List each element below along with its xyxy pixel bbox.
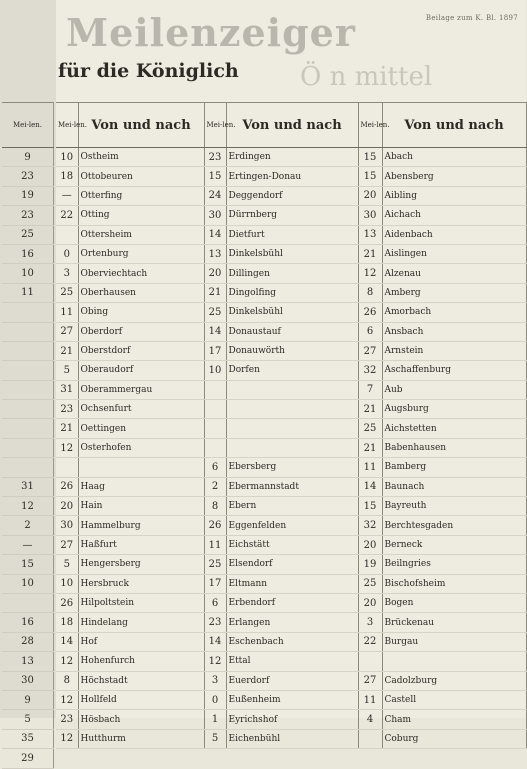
mile-value: 27 <box>56 535 78 554</box>
mile-value: 31 <box>2 477 54 496</box>
table-row <box>2 438 54 457</box>
mile-value: 8 <box>56 671 78 690</box>
mile-value: 20 <box>56 497 78 516</box>
place-name: Eltmann <box>226 574 358 593</box>
place-name: Eggenfelden <box>226 516 358 535</box>
place-name: Donauwörth <box>226 341 358 360</box>
table-row <box>56 341 526 360</box>
table-row <box>56 729 526 748</box>
mile-value: 32 <box>358 516 382 535</box>
place-name: Aislingen <box>382 244 526 263</box>
mile-value: 5 <box>2 710 54 729</box>
place-name: Berchtesgaden <box>382 516 526 535</box>
table-row <box>2 419 54 438</box>
place-name: Eichstätt <box>226 535 358 554</box>
mile-value: 29 <box>2 749 54 768</box>
place-name: Oettingen <box>78 419 204 438</box>
mile-value: 5 <box>56 555 78 574</box>
mile-value: 25 <box>204 303 226 322</box>
miles-header: Mei-len. <box>358 103 382 148</box>
table-row <box>56 652 526 671</box>
table-row <box>2 477 54 496</box>
place-name: Eschenbach <box>226 632 358 651</box>
place-name: Cham <box>382 710 526 729</box>
page-subtitle: für die Königlich <box>58 60 239 82</box>
place-name: Hersbruck <box>78 574 204 593</box>
mile-value: 21 <box>56 419 78 438</box>
mile-value: 27 <box>358 671 382 690</box>
mile-value: 15 <box>204 167 226 186</box>
table-row <box>56 283 526 302</box>
mile-value <box>2 458 54 477</box>
mile-value: 14 <box>204 632 226 651</box>
table-row <box>56 497 526 516</box>
place-name: Oberviechtach <box>78 264 204 283</box>
place-name: Donaustauf <box>226 322 358 341</box>
table-row <box>2 380 54 399</box>
table-row <box>56 458 526 477</box>
place-name: Haßfurt <box>78 535 204 554</box>
place-name: Hain <box>78 497 204 516</box>
table-row <box>56 613 526 632</box>
mile-value: 10 <box>56 148 78 167</box>
table-row <box>56 477 526 496</box>
mile-value: 35 <box>2 729 54 748</box>
place-name: Aichstetten <box>382 419 526 438</box>
table-row <box>56 244 526 263</box>
mile-value: 26 <box>56 593 78 612</box>
place-name: Dinkelsbühl <box>226 303 358 322</box>
mile-value: 17 <box>204 574 226 593</box>
place-name: Amorbach <box>382 303 526 322</box>
place-name: Otterfing <box>78 186 204 205</box>
place-name: Oberhausen <box>78 283 204 302</box>
place-name: Ebersberg <box>226 458 358 477</box>
mile-value: 12 <box>358 264 382 283</box>
table-row <box>2 283 54 302</box>
mile-value <box>358 729 382 748</box>
table-row <box>2 710 54 729</box>
mile-value: — <box>2 535 54 554</box>
mile-value: 30 <box>2 671 54 690</box>
mile-value: 18 <box>56 613 78 632</box>
mile-value: 17 <box>204 341 226 360</box>
mile-value <box>2 361 54 380</box>
mile-value: 24 <box>204 186 226 205</box>
place-name <box>226 380 358 399</box>
table-row <box>56 380 526 399</box>
mile-value: 23 <box>204 613 226 632</box>
place-name: Bamberg <box>382 458 526 477</box>
mile-value: 8 <box>204 497 226 516</box>
mile-value: 3 <box>204 671 226 690</box>
table-row <box>56 361 526 380</box>
place-name: Ettal <box>226 652 358 671</box>
mile-value: 30 <box>358 206 382 225</box>
mile-value: 26 <box>56 477 78 496</box>
table-row <box>56 148 526 167</box>
table-row <box>56 574 526 593</box>
table-row <box>56 303 526 322</box>
mile-value: 13 <box>2 652 54 671</box>
table-row <box>56 671 526 690</box>
table-row <box>2 244 54 263</box>
mile-value: 11 <box>2 283 54 302</box>
place-name: Eyrichshof <box>226 710 358 729</box>
table-row <box>56 555 526 574</box>
mile-value: 27 <box>56 322 78 341</box>
mile-value: 10 <box>2 264 54 283</box>
place-header: Von und nach <box>226 103 358 148</box>
place-name: Hohenfurch <box>78 652 204 671</box>
mile-value: 0 <box>204 690 226 709</box>
mile-value: 11 <box>358 690 382 709</box>
table-row <box>2 613 54 632</box>
place-name: Hof <box>78 632 204 651</box>
place-name: Ochsenfurt <box>78 400 204 419</box>
table-row <box>2 535 54 554</box>
place-name: Hengersberg <box>78 555 204 574</box>
mile-value: 2 <box>204 477 226 496</box>
place-name: Bogen <box>382 593 526 612</box>
place-header: Von und nach <box>382 103 526 148</box>
mile-value <box>2 322 54 341</box>
table-row <box>56 400 526 419</box>
place-name: Dingolfing <box>226 283 358 302</box>
place-name: Ottobeuren <box>78 167 204 186</box>
place-name: Dorfen <box>226 361 358 380</box>
table-row <box>2 729 54 748</box>
place-name: Bayreuth <box>382 497 526 516</box>
table-row <box>56 225 526 244</box>
place-name: Hösbach <box>78 710 204 729</box>
mile-value: 15 <box>358 167 382 186</box>
mile-value <box>204 380 226 399</box>
mile-value: 11 <box>358 458 382 477</box>
table-row <box>56 438 526 457</box>
place-name: Ebern <box>226 497 358 516</box>
mile-value <box>2 438 54 457</box>
mile-value: 23 <box>2 206 54 225</box>
place-name: Ansbach <box>382 322 526 341</box>
mile-value: 23 <box>204 148 226 167</box>
place-name: Hindelang <box>78 613 204 632</box>
place-name: Dinkelsbühl <box>226 244 358 263</box>
table-row <box>2 400 54 419</box>
place-name: Hutthurm <box>78 729 204 748</box>
table-row <box>2 303 54 322</box>
mile-value: 18 <box>56 167 78 186</box>
mile-value: 12 <box>204 652 226 671</box>
miles-header: Mei-len. <box>56 103 78 148</box>
mile-value: 15 <box>358 497 382 516</box>
place-name: Aidenbach <box>382 225 526 244</box>
table-row <box>56 322 526 341</box>
table-row <box>2 555 54 574</box>
mile-value: 6 <box>358 322 382 341</box>
mile-value: 13 <box>204 244 226 263</box>
mile-value: 14 <box>204 322 226 341</box>
mile-value: 22 <box>56 206 78 225</box>
place-name: Brückenau <box>382 613 526 632</box>
place-name: Elsendorf <box>226 555 358 574</box>
mile-value: 27 <box>358 341 382 360</box>
table-row <box>2 361 54 380</box>
place-name: Eußenheim <box>226 690 358 709</box>
mile-value: 19 <box>358 555 382 574</box>
place-name: Euerdorf <box>226 671 358 690</box>
place-name: Dietfurt <box>226 225 358 244</box>
place-name: Ortenburg <box>78 244 204 263</box>
mile-value: 5 <box>204 729 226 748</box>
table-row <box>2 690 54 709</box>
mile-value: 21 <box>204 283 226 302</box>
mile-value: 15 <box>2 555 54 574</box>
mile-value: 20 <box>358 593 382 612</box>
mile-value: 30 <box>56 516 78 535</box>
place-name: Haag <box>78 477 204 496</box>
mile-value: 3 <box>358 613 382 632</box>
mile-value: 12 <box>56 690 78 709</box>
mile-value: 21 <box>358 438 382 457</box>
table-row <box>2 516 54 535</box>
mile-value: 15 <box>358 148 382 167</box>
place-name: Babenhausen <box>382 438 526 457</box>
mile-value: 26 <box>358 303 382 322</box>
mile-value <box>56 458 78 477</box>
table-row <box>2 264 54 283</box>
place-name: Dürrnberg <box>226 206 358 225</box>
mile-value: 25 <box>56 283 78 302</box>
place-name: Dillingen <box>226 264 358 283</box>
place-name: Ostheim <box>78 148 204 167</box>
mile-value: 25 <box>2 225 54 244</box>
table-row <box>2 341 54 360</box>
place-name <box>226 438 358 457</box>
mile-value: 3 <box>56 264 78 283</box>
mile-value: 1 <box>204 710 226 729</box>
table-row <box>56 516 526 535</box>
adjacent-page-table <box>2 102 54 769</box>
miles-header: Mei-len. <box>2 103 54 148</box>
table-row <box>2 497 54 516</box>
mile-value: 19 <box>2 186 54 205</box>
place-name: Hammelburg <box>78 516 204 535</box>
place-name: Coburg <box>382 729 526 748</box>
mile-value: 23 <box>56 400 78 419</box>
table-row <box>2 186 54 205</box>
place-name: Hilpoltstein <box>78 593 204 612</box>
mile-value: 6 <box>204 458 226 477</box>
mile-value: 12 <box>56 729 78 748</box>
table-row <box>2 749 54 768</box>
place-name: Baunach <box>382 477 526 496</box>
mile-value <box>56 225 78 244</box>
table-row <box>56 690 526 709</box>
place-name: Oberstdorf <box>78 341 204 360</box>
table-row <box>2 225 54 244</box>
mile-value: 23 <box>2 167 54 186</box>
table-row <box>56 264 526 283</box>
table-row <box>2 458 54 477</box>
page-title: Meilenzeiger <box>66 10 356 55</box>
mile-value: 12 <box>56 652 78 671</box>
mile-value: 20 <box>204 264 226 283</box>
mile-value: 20 <box>358 186 382 205</box>
place-name: Ertingen-Donau <box>226 167 358 186</box>
table-row <box>2 206 54 225</box>
place-name: Augsburg <box>382 400 526 419</box>
mile-value: 31 <box>56 380 78 399</box>
place-name: Ebermannstadt <box>226 477 358 496</box>
place-name: Burgau <box>382 632 526 651</box>
table-row <box>56 206 526 225</box>
bleed-through-text: Ö n mittel <box>300 62 433 92</box>
mile-value: 26 <box>204 516 226 535</box>
place-name: Aibling <box>382 186 526 205</box>
mile-value: 13 <box>358 225 382 244</box>
table-row <box>2 593 54 612</box>
table-row <box>2 671 54 690</box>
place-name <box>226 400 358 419</box>
mile-value: 23 <box>56 710 78 729</box>
mile-value <box>2 341 54 360</box>
place-name: Aschaffenburg <box>382 361 526 380</box>
mile-value: 25 <box>204 555 226 574</box>
mile-value: 9 <box>2 148 54 167</box>
place-name: Erbendorf <box>226 593 358 612</box>
place-header: Von und nach <box>78 103 204 148</box>
mile-value: 10 <box>56 574 78 593</box>
place-name: Beilngries <box>382 555 526 574</box>
mile-value: 14 <box>56 632 78 651</box>
mile-value: 32 <box>358 361 382 380</box>
mile-value <box>204 419 226 438</box>
mile-value: 28 <box>2 632 54 651</box>
place-name: Abensberg <box>382 167 526 186</box>
table-row <box>2 574 54 593</box>
place-name: Amberg <box>382 283 526 302</box>
mile-value: — <box>56 186 78 205</box>
place-name: Cadolzburg <box>382 671 526 690</box>
mile-value: 0 <box>56 244 78 263</box>
place-name: Bischofsheim <box>382 574 526 593</box>
mile-value: 10 <box>2 574 54 593</box>
miles-header: Mei-len. <box>204 103 226 148</box>
mile-value: 7 <box>358 380 382 399</box>
place-name <box>226 419 358 438</box>
table-row <box>56 535 526 554</box>
place-name: Oberaudorf <box>78 361 204 380</box>
mile-value: 21 <box>358 244 382 263</box>
place-name <box>382 652 526 671</box>
mile-value: 30 <box>204 206 226 225</box>
mile-value: 9 <box>2 690 54 709</box>
mile-value: 16 <box>2 244 54 263</box>
place-name: Ottersheim <box>78 225 204 244</box>
mile-value: 2 <box>2 516 54 535</box>
mile-value: 5 <box>56 361 78 380</box>
mile-value <box>2 380 54 399</box>
place-name: Oberdorf <box>78 322 204 341</box>
place-name: Aichach <box>382 206 526 225</box>
table-row <box>56 186 526 205</box>
place-name: Höchstadt <box>78 671 204 690</box>
mile-value: 10 <box>204 361 226 380</box>
place-name: Alzenau <box>382 264 526 283</box>
place-name: Deggendorf <box>226 186 358 205</box>
mile-value: 12 <box>56 438 78 457</box>
table-row <box>2 167 54 186</box>
place-name: Osterhofen <box>78 438 204 457</box>
mile-value: 4 <box>358 710 382 729</box>
table-row <box>2 652 54 671</box>
place-name: Oberammergau <box>78 380 204 399</box>
place-name: Berneck <box>382 535 526 554</box>
place-name: Arnstein <box>382 341 526 360</box>
supplement-note: Beilage zum K. Bl. 1897 <box>425 14 518 22</box>
mile-value <box>204 400 226 419</box>
table-row <box>56 632 526 651</box>
place-name: Obing <box>78 303 204 322</box>
mile-value: 21 <box>358 400 382 419</box>
mile-value <box>204 438 226 457</box>
place-name: Eichenbühl <box>226 729 358 748</box>
place-name: Castell <box>382 690 526 709</box>
mile-value: 14 <box>204 225 226 244</box>
mile-value: 25 <box>358 574 382 593</box>
mile-value: 12 <box>2 497 54 516</box>
mile-value <box>2 419 54 438</box>
table-row <box>56 710 526 729</box>
mile-value <box>358 652 382 671</box>
mile-value <box>2 303 54 322</box>
table-row <box>56 419 526 438</box>
mile-value: 8 <box>358 283 382 302</box>
mile-value: 21 <box>56 341 78 360</box>
place-name: Hollfeld <box>78 690 204 709</box>
mile-value: 11 <box>56 303 78 322</box>
place-name <box>78 458 204 477</box>
mile-value <box>2 593 54 612</box>
table-row <box>2 322 54 341</box>
mile-value: 6 <box>204 593 226 612</box>
table-row <box>56 593 526 612</box>
place-name: Erlangen <box>226 613 358 632</box>
mile-value: 14 <box>358 477 382 496</box>
mile-value: 20 <box>358 535 382 554</box>
place-name: Abach <box>382 148 526 167</box>
mile-value: 16 <box>2 613 54 632</box>
mile-value: 11 <box>204 535 226 554</box>
place-name: Otting <box>78 206 204 225</box>
mile-value <box>2 400 54 419</box>
mile-value: 25 <box>358 419 382 438</box>
mile-value: 22 <box>358 632 382 651</box>
distance-table <box>56 102 527 749</box>
place-name: Erdingen <box>226 148 358 167</box>
table-row <box>56 167 526 186</box>
place-name: Aub <box>382 380 526 399</box>
table-row <box>2 148 54 167</box>
table-row <box>2 632 54 651</box>
